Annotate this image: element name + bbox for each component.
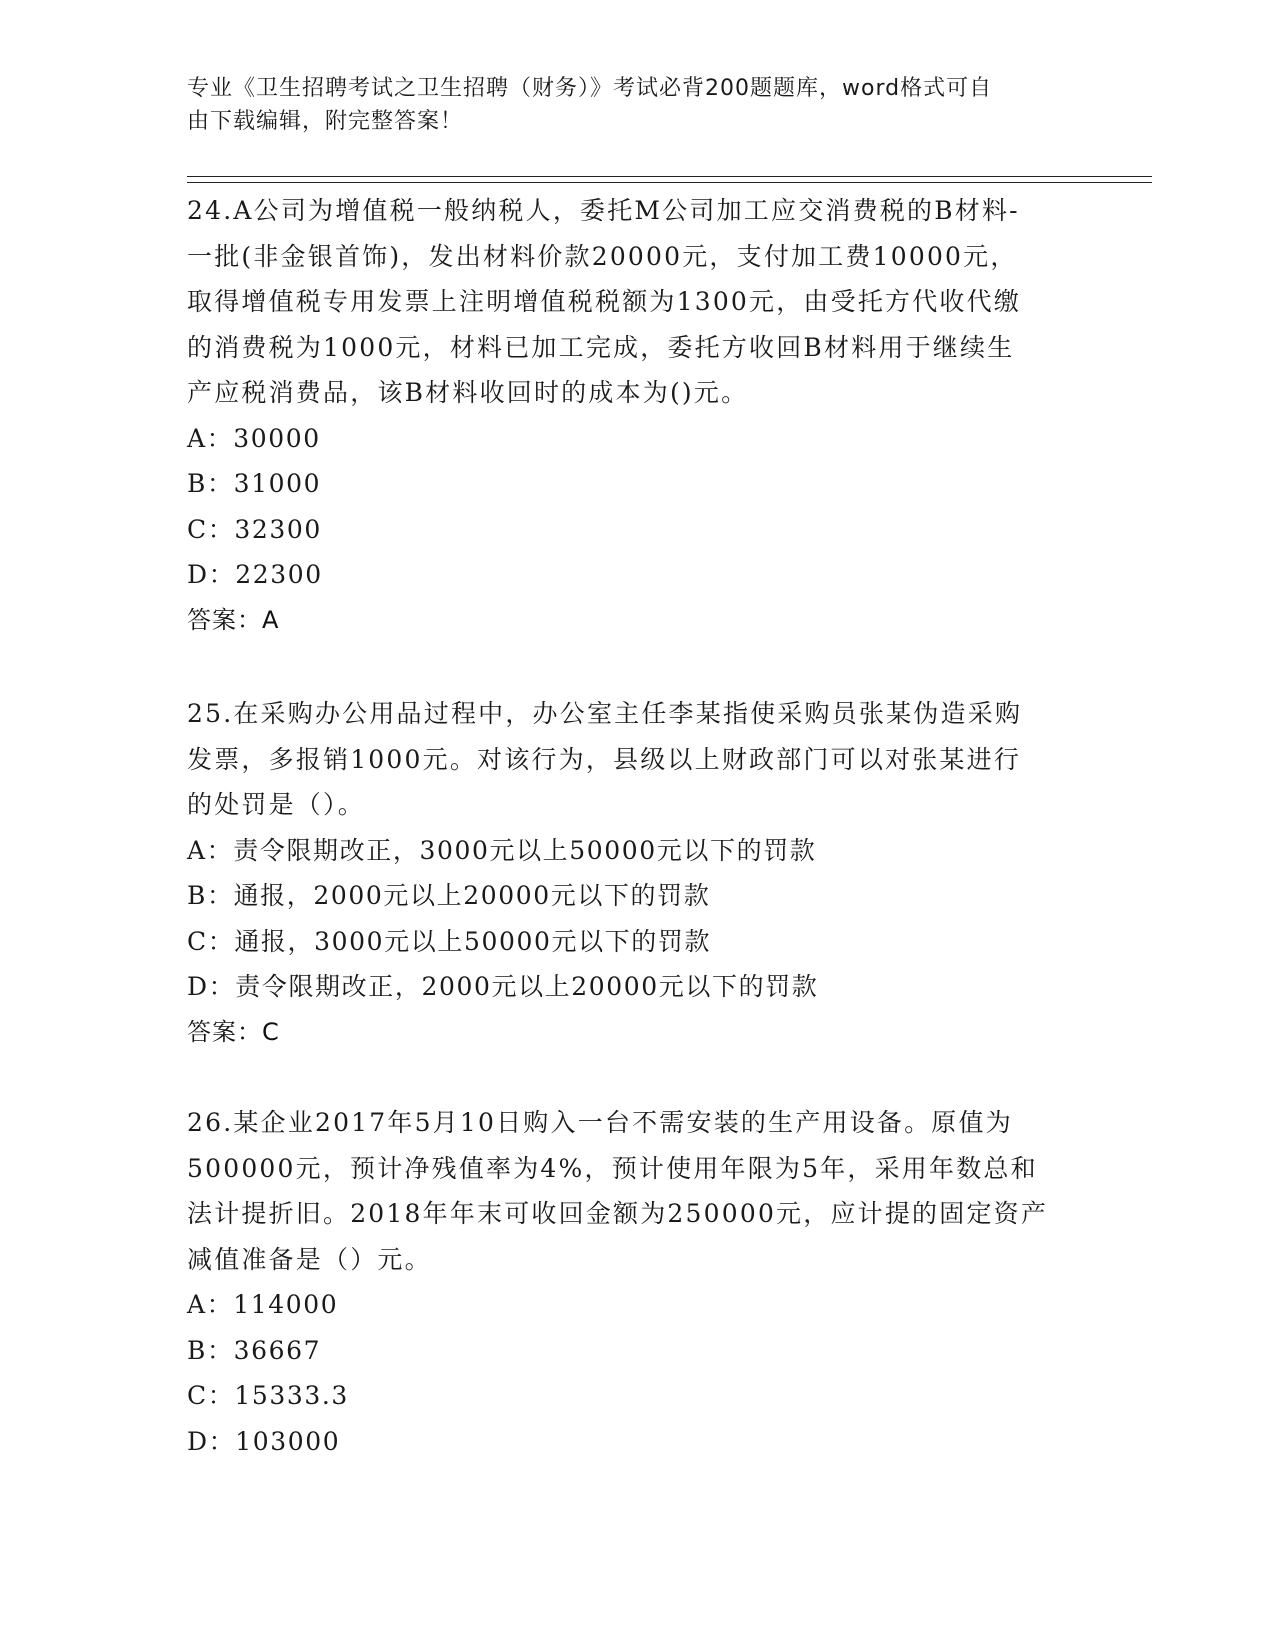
- question-stem-line: 产应税消费品，该B材料收回时的成本为()元。: [187, 378, 749, 407]
- header-title-line-1: 专业《卫生招聘考试之卫生招聘（财务）》考试必背200题题库，word格式可自: [187, 76, 993, 101]
- question-stem-line: 500000元，预计净残值率为4%，预计使用年限为5年，采用年数总和: [187, 1153, 1038, 1183]
- question-stem-line: 法计提折旧。2018年年末可收回金额为250000元，应计提的固定资产: [187, 1199, 1049, 1228]
- header-divider-top: [187, 176, 1152, 177]
- option-c: C：15333.3: [187, 1381, 349, 1410]
- question-stem-line: 取得增值税专用发票上注明增值税税额为1300元，由受托方代收代缴: [187, 287, 1022, 316]
- header-title-line-2: 由下载编辑，附完整答案！: [187, 109, 464, 134]
- header-divider-bottom: [187, 182, 1152, 183]
- option-c: C：通报，3000元以上50000元以下的罚款: [187, 926, 712, 956]
- question-25: [187, 691, 1087, 1055]
- option-c: C：32300: [187, 514, 322, 544]
- question-stem-line: 24.A公司为增值税一般纳税人，委托M公司加工应交消费税的B材料-: [187, 196, 1020, 225]
- question-stem-line: 的消费税为1000元，材料已加工完成，委托方收回B材料用于继续生: [187, 332, 1015, 362]
- answer-label: 答案：A: [187, 605, 280, 634]
- answer-label: 答案：C: [187, 1017, 280, 1046]
- question-26: [187, 1100, 1087, 1464]
- question-stem-line: 26.某企业2017年5月10日购入一台不需安装的生产用设备。原值为: [187, 1108, 1013, 1137]
- option-a: A：责令限期改正，3000元以上50000元以下的罚款: [187, 835, 817, 865]
- option-a: A：114000: [187, 1290, 339, 1319]
- question-stem-line: 一批(非金银首饰)，发出材料价款20000元，支付加工费10000元，: [187, 241, 1018, 271]
- question-stem-line: 发票，多报销1000元。对该行为，县级以上财政部门可以对张某进行: [187, 744, 1022, 774]
- question-stem-line: 25.在采购办公用品过程中，办公室主任李某指使采购员张某伪造采购: [187, 699, 1023, 728]
- option-d: D：22300: [187, 560, 323, 589]
- option-a: A：30000: [187, 423, 321, 453]
- question-stem-line: 减值准备是（）元。: [187, 1244, 432, 1274]
- question-stem-line: 的处罚是（）。: [187, 790, 365, 819]
- document-header: [187, 72, 1067, 138]
- question-24: [187, 188, 1087, 643]
- option-b: B：36667: [187, 1335, 322, 1365]
- option-b: B：通报，2000元以上20000元以下的罚款: [187, 881, 711, 910]
- option-d: D：责令限期改正，2000元以上20000元以下的罚款: [187, 972, 819, 1001]
- option-b: B：31000: [187, 469, 322, 498]
- option-d: D：103000: [187, 1426, 341, 1456]
